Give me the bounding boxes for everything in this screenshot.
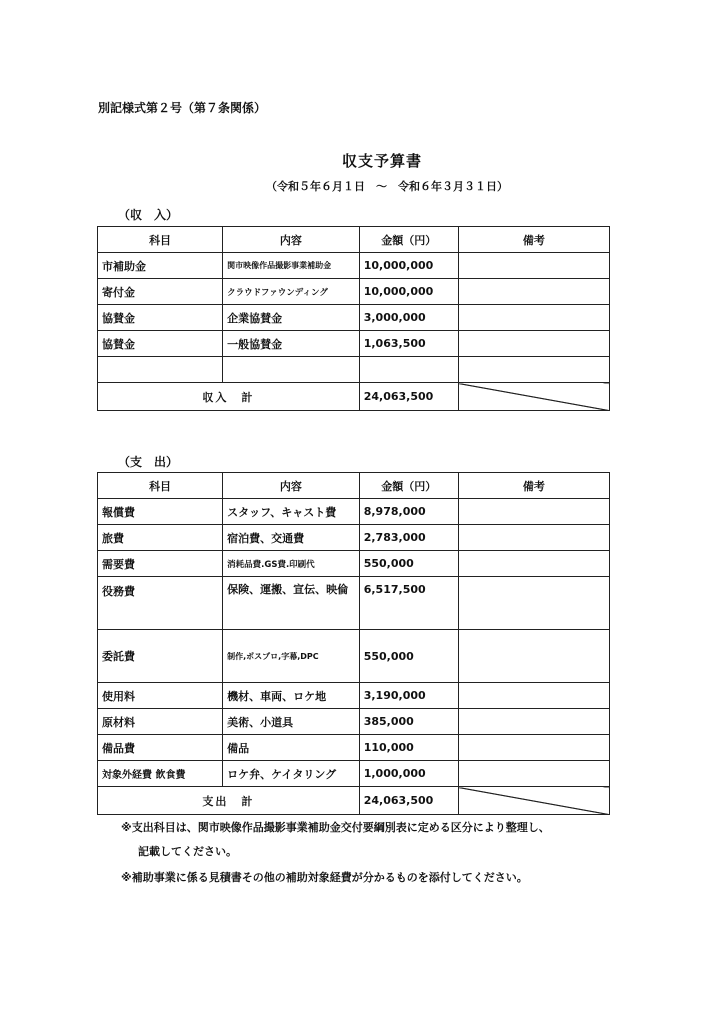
notes-cell [458,551,609,577]
budget-period: （令和５年６月１日 ～ 令和６年３月３１日） [266,180,508,193]
notes-cell [458,279,609,305]
table-row [98,525,610,551]
column-header-content: 内容 [223,227,360,253]
content-cell [223,357,360,383]
notes-cell [458,577,609,630]
amount-cell: 10,000,000 [359,279,458,305]
item-cell [98,357,223,383]
income-total-row [98,383,610,411]
content-cell: スタッフ、キャスト費 [223,499,360,525]
amount-cell: 3,190,000 [359,683,458,709]
income-table [97,226,610,411]
column-header-amount: 金額（円） [359,473,458,499]
notes-cell [458,525,609,551]
item-cell: 協賛金 [98,305,223,331]
amount-cell: 1,063,500 [359,331,458,357]
notes-cell [458,253,609,279]
content-cell: 保険、運搬、宣伝、映倫 [223,577,360,630]
table-row [98,683,610,709]
content-cell: 機材、車両、ロケ地 [223,683,360,709]
table-row [98,551,610,577]
amount-cell: 550,000 [359,551,458,577]
amount-cell: 10,000,000 [359,253,458,279]
content-cell: 関市映像作品撮影事業補助金 [223,253,360,279]
item-cell: 旅費 [98,525,223,551]
table-row [98,305,610,331]
document-title: 収支予算書 [341,152,422,170]
table-row [98,357,610,383]
table-row [98,709,610,735]
table-row [98,331,610,357]
expense-header-row [98,473,610,499]
column-header-amount: 金額（円） [359,227,458,253]
amount-cell [359,357,458,383]
content-cell: 制作,ポスプロ,字幕,DPC [223,630,360,683]
expense-total-amount: 24,063,500 [359,787,458,815]
notes-cell [458,331,609,357]
income-section-label: （収 入） [118,208,179,222]
item-cell: 備品費 [98,735,223,761]
column-header-item: 科目 [98,473,223,499]
table-row [98,577,610,630]
item-cell: 協賛金 [98,331,223,357]
amount-cell: 1,000,000 [359,761,458,787]
crossed-out-cell [458,787,609,815]
notes-cell [458,499,609,525]
table-row [98,735,610,761]
notes-cell [458,683,609,709]
expense-section-label: （支 出） [118,455,179,469]
content-cell: 宿泊費、交通費 [223,525,360,551]
amount-cell: 550,000 [359,630,458,683]
amount-cell: 385,000 [359,709,458,735]
item-cell: 報償費 [98,499,223,525]
expense-total-row [98,787,610,815]
expense-table [97,472,610,815]
notes-cell [458,630,609,683]
amount-cell: 8,978,000 [359,499,458,525]
income-total-amount: 24,063,500 [359,383,458,411]
content-cell: 企業協賛金 [223,305,360,331]
amount-cell: 3,000,000 [359,305,458,331]
content-cell: クラウドファウンディング [223,279,360,305]
crossed-out-cell [458,383,609,411]
column-header-item: 科目 [98,227,223,253]
note-classification: ※支出科目は、関市映像作品撮影事業補助金交付要綱別表に定める区分により整理し、 [121,821,550,834]
content-cell: 備品 [223,735,360,761]
note-attachments: ※補助事業に係る見積書その他の補助対象経費が分かるものを添付してください。 [121,871,528,884]
item-cell: 需要費 [98,551,223,577]
item-cell: 委託費 [98,630,223,683]
item-cell: 役務費 [98,577,223,630]
notes-cell [458,761,609,787]
income-header-row [98,227,610,253]
form-number: 別記様式第２号（第７条関係） [98,101,267,115]
item-cell: 市補助金 [98,253,223,279]
column-header-content: 内容 [223,473,360,499]
notes-cell [458,735,609,761]
table-row [98,279,610,305]
expense-total-label: 支出 計 [98,787,360,815]
item-cell: 対象外経費 飲食費 [98,761,223,787]
notes-cell [458,357,609,383]
content-cell: 消耗品費.GS費.印刷代 [223,551,360,577]
content-cell: ロケ弁、ケイタリング [223,761,360,787]
item-cell: 原材料 [98,709,223,735]
income-total-label: 収入 計 [98,383,360,411]
item-cell: 使用料 [98,683,223,709]
content-cell: 美術、小道具 [223,709,360,735]
table-row [98,761,610,787]
item-cell: 寄付金 [98,279,223,305]
amount-cell: 6,517,500 [359,577,458,630]
notes-cell [458,709,609,735]
notes-cell [458,305,609,331]
note-classification-continued: 記載してください。 [138,845,237,858]
table-row [98,253,610,279]
amount-cell: 110,000 [359,735,458,761]
column-header-notes: 備考 [458,227,609,253]
table-row [98,499,610,525]
content-cell: 一般協賛金 [223,331,360,357]
column-header-notes: 備考 [458,473,609,499]
amount-cell: 2,783,000 [359,525,458,551]
table-row [98,630,610,683]
